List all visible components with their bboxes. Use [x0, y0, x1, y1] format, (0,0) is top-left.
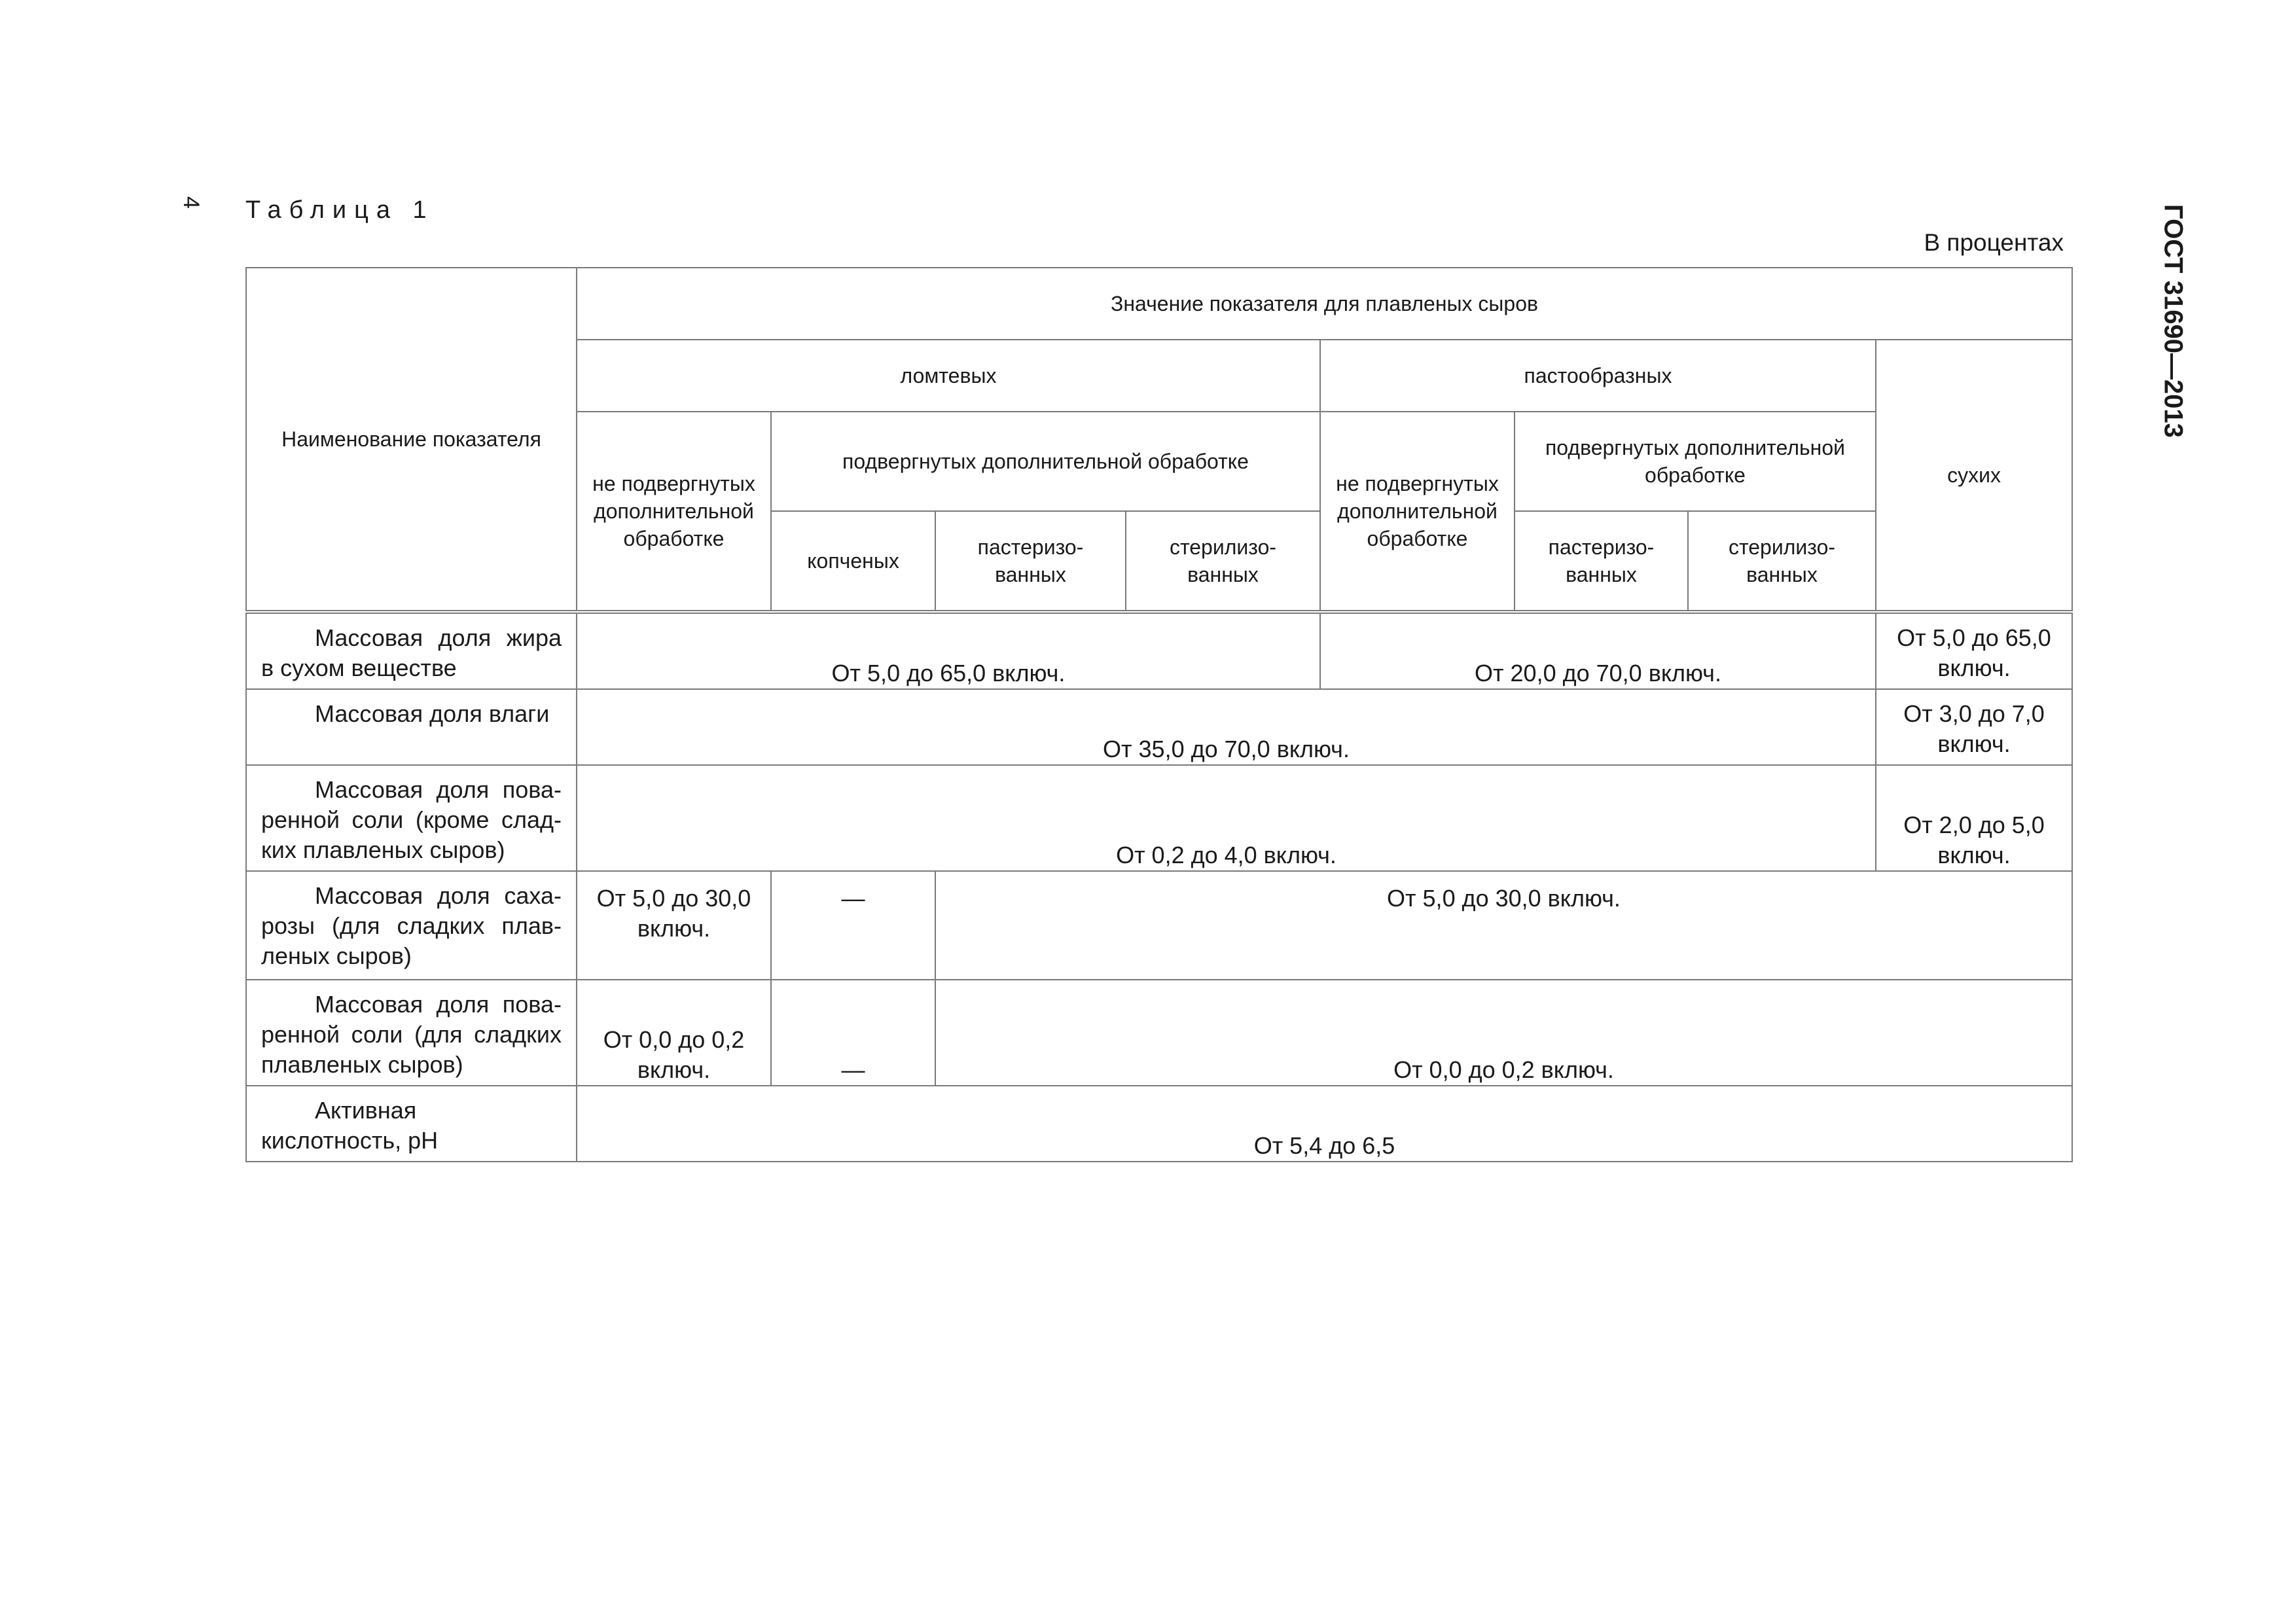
indicators-table	[245, 267, 2073, 1162]
row-name: Массовая доля поваренной соли (для сладких плавленых сыров)	[246, 980, 577, 1086]
row-name: Активная кислотность, pH	[246, 1086, 577, 1162]
table-caption: Таблица 1	[245, 196, 435, 224]
standard-code-text: ГОСТ 31690—2013	[2159, 204, 2188, 438]
header-lomtevye: ломтевых	[577, 340, 1320, 412]
header-lom-sterilized: стерилизо-ванных	[1126, 511, 1320, 612]
table-row	[246, 980, 2072, 1086]
row-name: Массовая доля поваренной соли (кроме сладких плавленых сыров)	[246, 765, 577, 871]
row-name: Массовая доля влаги	[246, 689, 577, 765]
cell-lom-smoked: —	[771, 871, 935, 980]
table-row	[246, 765, 2072, 871]
table-row	[246, 689, 2072, 765]
cell-lom-past: От 0,2 до 4,0 включ.	[577, 765, 1876, 871]
cell-pastoobraznye: От 20,0 до 70,0 включ.	[1320, 612, 1876, 689]
cell-sukhie: От 2,0 до 5,0 включ.	[1876, 765, 2072, 871]
row-name: Массовая доля жира в сухом веществе	[246, 612, 577, 689]
cell-lom-not-processed: От 0,0 до 0,2 включ.	[577, 980, 771, 1086]
cell-rest: От 0,0 до 0,2 включ.	[935, 980, 2072, 1086]
cell-lomtevye: От 5,0 до 65,0 включ.	[577, 612, 1320, 689]
cell-all: От 5,4 до 6,5	[577, 1086, 2072, 1162]
header-sukhie: сухих	[1876, 340, 2072, 612]
cell-lom-not-processed: От 5,0 до 30,0 включ.	[577, 871, 771, 980]
header-past-sterilized: стерилизо-ванных	[1688, 511, 1876, 612]
header-pastoobraznye: пастообразных	[1320, 340, 1876, 412]
header-past-not-processed: не подвергнутых дополнительной обработке	[1320, 412, 1515, 612]
header-lom-not-processed: не подвергнутых дополнительной обработке	[577, 412, 771, 612]
table-header	[246, 268, 2072, 612]
page-number: 4	[178, 196, 204, 209]
table-row	[246, 1086, 2072, 1162]
units-note: В процентах	[1924, 229, 2064, 256]
header-lom-smoked: копченых	[771, 511, 935, 612]
header-value-group: Значение показателя для плавленых сыров	[577, 268, 2072, 340]
header-indicator-name: Наименование показателя	[246, 268, 577, 612]
cell-lom-smoked: —	[771, 980, 935, 1086]
cell-rest: От 5,0 до 30,0 включ.	[935, 871, 2072, 980]
header-past-pasteurized: пастеризо-ванных	[1515, 511, 1688, 612]
header-past-processed: подвергнутых дополнительной обработке	[1515, 412, 1876, 511]
header-lom-pasteurized: пастеризо-ванных	[935, 511, 1126, 612]
table-row	[246, 871, 2072, 980]
table-row	[246, 612, 2072, 689]
row-name: Массовая доля сахарозы (для сладких плавленых сыров)	[246, 871, 577, 980]
cell-lom-past: От 35,0 до 70,0 включ.	[577, 689, 1876, 765]
cell-sukhie: От 5,0 до 65,0 включ.	[1876, 612, 2072, 689]
cell-sukhie: От 3,0 до 7,0 включ.	[1876, 689, 2072, 765]
header-lom-processed: подвергнутых дополнительной обработке	[771, 412, 1320, 511]
table-body	[246, 612, 2072, 1162]
standard-code	[2153, 190, 2193, 452]
